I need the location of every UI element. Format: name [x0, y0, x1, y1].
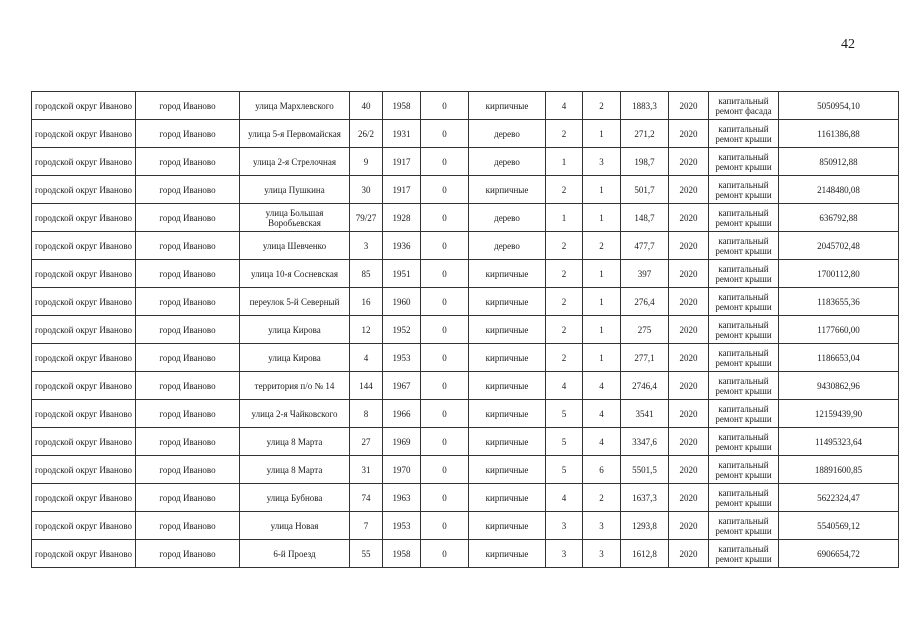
plan-year-cell: 2020 — [669, 92, 709, 120]
work-type-cell: капитальный ремонт крыши — [709, 512, 779, 540]
cost-cell: 636792,88 — [779, 204, 899, 232]
house-number-cell: 40 — [350, 92, 383, 120]
city-cell: город Иваново — [136, 232, 240, 260]
entrances-cell: 3 — [583, 540, 621, 568]
wall-material-cell: дерево — [469, 232, 546, 260]
district-cell: городской округ Иваново — [32, 512, 136, 540]
district-cell: городской округ Иваново — [32, 120, 136, 148]
zero-value-cell: 0 — [421, 288, 469, 316]
table-row — [32, 484, 899, 512]
year-built-cell: 1953 — [383, 512, 421, 540]
house-number-cell: 3 — [350, 232, 383, 260]
street-cell: улица Кирова — [240, 316, 350, 344]
cost-cell: 6906654,72 — [779, 540, 899, 568]
table-row — [32, 232, 899, 260]
floors-cell: 5 — [546, 428, 583, 456]
plan-year-cell: 2020 — [669, 288, 709, 316]
area-cell: 477,7 — [621, 232, 669, 260]
house-number-cell: 79/27 — [350, 204, 383, 232]
area-cell: 198,7 — [621, 148, 669, 176]
table-row — [32, 372, 899, 400]
zero-value-cell: 0 — [421, 344, 469, 372]
zero-value-cell: 0 — [421, 148, 469, 176]
entrances-cell: 1 — [583, 120, 621, 148]
year-built-cell: 1953 — [383, 344, 421, 372]
work-type-cell: капитальный ремонт крыши — [709, 428, 779, 456]
floors-cell: 2 — [546, 176, 583, 204]
table-row — [32, 288, 899, 316]
area-cell: 1883,3 — [621, 92, 669, 120]
work-type-cell: капитальный ремонт крыши — [709, 148, 779, 176]
wall-material-cell: кирпичные — [469, 344, 546, 372]
wall-material-cell: дерево — [469, 148, 546, 176]
cost-cell: 2148480,08 — [779, 176, 899, 204]
house-number-cell: 30 — [350, 176, 383, 204]
table-row — [32, 176, 899, 204]
entrances-cell: 1 — [583, 204, 621, 232]
zero-value-cell: 0 — [421, 120, 469, 148]
street-cell: улица Новая — [240, 512, 350, 540]
wall-material-cell: дерево — [469, 204, 546, 232]
table-body — [32, 92, 899, 568]
area-cell: 275 — [621, 316, 669, 344]
cost-cell: 12159439,90 — [779, 400, 899, 428]
floors-cell: 2 — [546, 316, 583, 344]
work-type-cell: капитальный ремонт крыши — [709, 316, 779, 344]
work-type-cell: капитальный ремонт крыши — [709, 540, 779, 568]
district-cell: городской округ Иваново — [32, 400, 136, 428]
work-type-cell: капитальный ремонт крыши — [709, 120, 779, 148]
house-number-cell: 8 — [350, 400, 383, 428]
work-type-cell: капитальный ремонт фасада — [709, 92, 779, 120]
wall-material-cell: кирпичные — [469, 176, 546, 204]
district-cell: городской округ Иваново — [32, 372, 136, 400]
street-cell: улица 10-я Сосневская — [240, 260, 350, 288]
city-cell: город Иваново — [136, 372, 240, 400]
table-row — [32, 540, 899, 568]
plan-year-cell: 2020 — [669, 148, 709, 176]
street-cell: 6-й Проезд — [240, 540, 350, 568]
district-cell: городской округ Иваново — [32, 316, 136, 344]
cost-cell: 1700112,80 — [779, 260, 899, 288]
street-cell: улица 2-я Стрелочная — [240, 148, 350, 176]
area-cell: 5501,5 — [621, 456, 669, 484]
entrances-cell: 1 — [583, 176, 621, 204]
wall-material-cell: кирпичные — [469, 540, 546, 568]
street-cell: улица Пушкина — [240, 176, 350, 204]
district-cell: городской округ Иваново — [32, 92, 136, 120]
wall-material-cell: кирпичные — [469, 428, 546, 456]
cost-cell: 1186653,04 — [779, 344, 899, 372]
table-row — [32, 120, 899, 148]
year-built-cell: 1931 — [383, 120, 421, 148]
year-built-cell: 1967 — [383, 372, 421, 400]
district-cell: городской округ Иваново — [32, 204, 136, 232]
city-cell: город Иваново — [136, 120, 240, 148]
floors-cell: 2 — [546, 232, 583, 260]
floors-cell: 1 — [546, 204, 583, 232]
entrances-cell: 2 — [583, 232, 621, 260]
house-number-cell: 16 — [350, 288, 383, 316]
zero-value-cell: 0 — [421, 316, 469, 344]
area-cell: 3347,6 — [621, 428, 669, 456]
street-cell: улица 8 Марта — [240, 456, 350, 484]
city-cell: город Иваново — [136, 344, 240, 372]
housing-repair-table — [31, 91, 899, 568]
table-row — [32, 456, 899, 484]
street-cell: улица Мархлевского — [240, 92, 350, 120]
wall-material-cell: кирпичные — [469, 372, 546, 400]
district-cell: городской округ Иваново — [32, 428, 136, 456]
table-row — [32, 204, 899, 232]
table-row — [32, 260, 899, 288]
zero-value-cell: 0 — [421, 484, 469, 512]
year-built-cell: 1960 — [383, 288, 421, 316]
cost-cell: 5050954,10 — [779, 92, 899, 120]
city-cell: город Иваново — [136, 260, 240, 288]
street-cell: улица 5-я Первомайская — [240, 120, 350, 148]
year-built-cell: 1936 — [383, 232, 421, 260]
street-cell: переулок 5-й Северный — [240, 288, 350, 316]
wall-material-cell: кирпичные — [469, 92, 546, 120]
city-cell: город Иваново — [136, 316, 240, 344]
year-built-cell: 1952 — [383, 316, 421, 344]
table-row — [32, 92, 899, 120]
work-type-cell: капитальный ремонт крыши — [709, 176, 779, 204]
plan-year-cell: 2020 — [669, 176, 709, 204]
wall-material-cell: кирпичные — [469, 316, 546, 344]
floors-cell: 4 — [546, 372, 583, 400]
entrances-cell: 1 — [583, 344, 621, 372]
house-number-cell: 26/2 — [350, 120, 383, 148]
work-type-cell: капитальный ремонт крыши — [709, 288, 779, 316]
plan-year-cell: 2020 — [669, 456, 709, 484]
year-built-cell: 1963 — [383, 484, 421, 512]
area-cell: 271,2 — [621, 120, 669, 148]
cost-cell: 1177660,00 — [779, 316, 899, 344]
table-row — [32, 428, 899, 456]
cost-cell: 18891600,85 — [779, 456, 899, 484]
plan-year-cell: 2020 — [669, 400, 709, 428]
city-cell: город Иваново — [136, 204, 240, 232]
table-row — [32, 344, 899, 372]
zero-value-cell: 0 — [421, 400, 469, 428]
district-cell: городской округ Иваново — [32, 288, 136, 316]
year-built-cell: 1969 — [383, 428, 421, 456]
cost-cell: 9430862,96 — [779, 372, 899, 400]
district-cell: городской округ Иваново — [32, 344, 136, 372]
zero-value-cell: 0 — [421, 260, 469, 288]
work-type-cell: капитальный ремонт крыши — [709, 484, 779, 512]
street-cell: улица Кирова — [240, 344, 350, 372]
plan-year-cell: 2020 — [669, 120, 709, 148]
house-number-cell: 4 — [350, 344, 383, 372]
cost-cell: 1183655,36 — [779, 288, 899, 316]
plan-year-cell: 2020 — [669, 316, 709, 344]
plan-year-cell: 2020 — [669, 344, 709, 372]
plan-year-cell: 2020 — [669, 512, 709, 540]
plan-year-cell: 2020 — [669, 260, 709, 288]
year-built-cell: 1958 — [383, 92, 421, 120]
area-cell: 148,7 — [621, 204, 669, 232]
floors-cell: 2 — [546, 288, 583, 316]
district-cell: городской округ Иваново — [32, 260, 136, 288]
floors-cell: 1 — [546, 148, 583, 176]
zero-value-cell: 0 — [421, 204, 469, 232]
entrances-cell: 4 — [583, 372, 621, 400]
plan-year-cell: 2020 — [669, 232, 709, 260]
wall-material-cell: дерево — [469, 120, 546, 148]
entrances-cell: 1 — [583, 288, 621, 316]
entrances-cell: 6 — [583, 456, 621, 484]
year-built-cell: 1917 — [383, 148, 421, 176]
district-cell: городской округ Иваново — [32, 176, 136, 204]
city-cell: город Иваново — [136, 288, 240, 316]
area-cell: 3541 — [621, 400, 669, 428]
house-number-cell: 55 — [350, 540, 383, 568]
street-cell: территория п/о № 14 — [240, 372, 350, 400]
year-built-cell: 1958 — [383, 540, 421, 568]
district-cell: городской округ Иваново — [32, 148, 136, 176]
year-built-cell: 1928 — [383, 204, 421, 232]
table-row — [32, 400, 899, 428]
floors-cell: 5 — [546, 456, 583, 484]
entrances-cell: 4 — [583, 400, 621, 428]
city-cell: город Иваново — [136, 540, 240, 568]
table-row — [32, 512, 899, 540]
table-row — [32, 316, 899, 344]
city-cell: город Иваново — [136, 456, 240, 484]
house-number-cell: 12 — [350, 316, 383, 344]
city-cell: город Иваново — [136, 148, 240, 176]
entrances-cell: 4 — [583, 428, 621, 456]
floors-cell: 2 — [546, 344, 583, 372]
area-cell: 276,4 — [621, 288, 669, 316]
cost-cell: 5622324,47 — [779, 484, 899, 512]
work-type-cell: капитальный ремонт крыши — [709, 204, 779, 232]
city-cell: город Иваново — [136, 512, 240, 540]
wall-material-cell: кирпичные — [469, 512, 546, 540]
house-number-cell: 7 — [350, 512, 383, 540]
area-cell: 397 — [621, 260, 669, 288]
entrances-cell: 3 — [583, 512, 621, 540]
street-cell: улица 8 Марта — [240, 428, 350, 456]
cost-cell: 5540569,12 — [779, 512, 899, 540]
house-number-cell: 9 — [350, 148, 383, 176]
city-cell: город Иваново — [136, 400, 240, 428]
city-cell: город Иваново — [136, 428, 240, 456]
plan-year-cell: 2020 — [669, 484, 709, 512]
street-cell: улица Бубнова — [240, 484, 350, 512]
district-cell: городской округ Иваново — [32, 456, 136, 484]
house-number-cell: 74 — [350, 484, 383, 512]
area-cell: 1612,8 — [621, 540, 669, 568]
cost-cell: 11495323,64 — [779, 428, 899, 456]
page-number: 42 — [841, 37, 855, 52]
work-type-cell: капитальный ремонт крыши — [709, 456, 779, 484]
work-type-cell: капитальный ремонт крыши — [709, 344, 779, 372]
zero-value-cell: 0 — [421, 456, 469, 484]
work-type-cell: капитальный ремонт крыши — [709, 400, 779, 428]
wall-material-cell: кирпичные — [469, 288, 546, 316]
work-type-cell: капитальный ремонт крыши — [709, 372, 779, 400]
zero-value-cell: 0 — [421, 372, 469, 400]
plan-year-cell: 2020 — [669, 540, 709, 568]
district-cell: городской округ Иваново — [32, 484, 136, 512]
zero-value-cell: 0 — [421, 176, 469, 204]
zero-value-cell: 0 — [421, 512, 469, 540]
city-cell: город Иваново — [136, 176, 240, 204]
district-cell: городской округ Иваново — [32, 232, 136, 260]
house-number-cell: 27 — [350, 428, 383, 456]
entrances-cell: 1 — [583, 260, 621, 288]
floors-cell: 4 — [546, 92, 583, 120]
plan-year-cell: 2020 — [669, 204, 709, 232]
area-cell: 2746,4 — [621, 372, 669, 400]
area-cell: 277,1 — [621, 344, 669, 372]
wall-material-cell: кирпичные — [469, 484, 546, 512]
zero-value-cell: 0 — [421, 92, 469, 120]
area-cell: 1293,8 — [621, 512, 669, 540]
cost-cell: 1161386,88 — [779, 120, 899, 148]
street-cell: улица Шевченко — [240, 232, 350, 260]
work-type-cell: капитальный ремонт крыши — [709, 260, 779, 288]
work-type-cell: капитальный ремонт крыши — [709, 232, 779, 260]
zero-value-cell: 0 — [421, 428, 469, 456]
zero-value-cell: 0 — [421, 232, 469, 260]
wall-material-cell: кирпичные — [469, 260, 546, 288]
table-row — [32, 148, 899, 176]
city-cell: город Иваново — [136, 92, 240, 120]
year-built-cell: 1970 — [383, 456, 421, 484]
entrances-cell: 3 — [583, 148, 621, 176]
wall-material-cell: кирпичные — [469, 456, 546, 484]
cost-cell: 2045702,48 — [779, 232, 899, 260]
district-cell: городской округ Иваново — [32, 540, 136, 568]
cost-cell: 850912,88 — [779, 148, 899, 176]
house-number-cell: 85 — [350, 260, 383, 288]
plan-year-cell: 2020 — [669, 428, 709, 456]
area-cell: 501,7 — [621, 176, 669, 204]
house-number-cell: 31 — [350, 456, 383, 484]
floors-cell: 2 — [546, 260, 583, 288]
floors-cell: 3 — [546, 512, 583, 540]
floors-cell: 5 — [546, 400, 583, 428]
entrances-cell: 2 — [583, 484, 621, 512]
plan-year-cell: 2020 — [669, 372, 709, 400]
wall-material-cell: кирпичные — [469, 400, 546, 428]
street-cell: улица Большая Воробьевская — [240, 204, 350, 232]
entrances-cell: 2 — [583, 92, 621, 120]
entrances-cell: 1 — [583, 316, 621, 344]
floors-cell: 2 — [546, 120, 583, 148]
street-cell: улица 2-я Чайковского — [240, 400, 350, 428]
area-cell: 1637,3 — [621, 484, 669, 512]
floors-cell: 3 — [546, 540, 583, 568]
year-built-cell: 1917 — [383, 176, 421, 204]
year-built-cell: 1951 — [383, 260, 421, 288]
zero-value-cell: 0 — [421, 540, 469, 568]
year-built-cell: 1966 — [383, 400, 421, 428]
city-cell: город Иваново — [136, 484, 240, 512]
floors-cell: 4 — [546, 484, 583, 512]
house-number-cell: 144 — [350, 372, 383, 400]
